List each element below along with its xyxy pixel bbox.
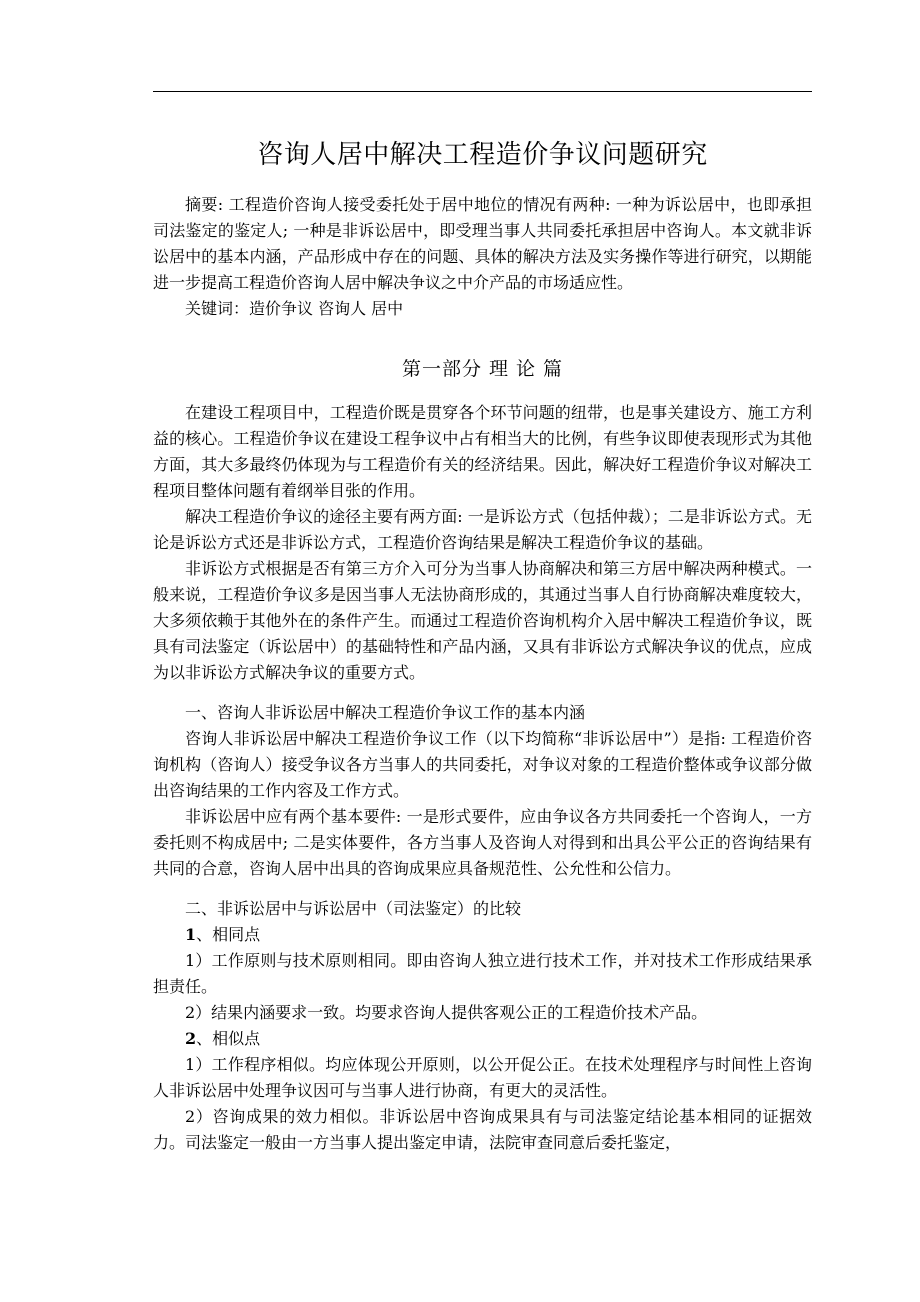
section2-item-1-2: 2）结果内涵要求一致。均要求咨询人提供客观公正的工程造价技术产品。 [185, 1003, 708, 1022]
section1-paragraph-1: 咨询人非诉讼居中解决工程造价争议工作（以下均简称“非诉讼居中”）是指: 工程造价咨询机构（咨询人）接受争议各方当事人的共同委托，对争议对象的工程造价整体或争议部分做出咨询结果的工作内容及工作方式。 [153, 729, 812, 800]
section2-item-1-1: 1）工作原则与技术原则相同。即由咨询人独立进行技术工作，并对技术工作形成结果承担责任。 [153, 951, 812, 996]
section1-heading: 一、咨询人非诉讼居中解决工程造价争议工作的基本内涵 [185, 703, 586, 722]
section1-paragraph-2: 非诉讼居中应有两个基本要件: 一是形式要件，应由争议各方共同委托一个咨询人，一方委托则不构成居中; 二是实体要件，各方当事人及咨询人对得到和出具公平公正的咨询结果有共同的合意，咨询人居中出具的咨询成果应具备规范性、公允性和公信力。 [153, 807, 812, 878]
subheading-resemblances [153, 1026, 812, 1052]
part-heading: 第一部分 理 论 篇 [401, 358, 564, 380]
document-body [153, 192, 812, 1156]
document-title: 咨询人居中解决工程造价争议问题研究 [257, 140, 708, 170]
section2-item-2-1: 1）工作程序相似。均应体现公开原则，以公开促公正。在技术处理程序与时间性上咨询人非诉讼居中处理争议因可与当事人进行协商，有更大的灵活性。 [153, 1055, 812, 1100]
keywords-line: 关键词：造价争议 咨询人 居中 [185, 299, 404, 318]
section2-item-2-2: 2）咨询成果的效力相似。非诉讼居中咨询成果具有与司法鉴定结论基本相同的证据效力。司法鉴定一般由一方当事人提出鉴定申请，法院审查同意后委托鉴定， [153, 1107, 812, 1152]
header-rule [153, 91, 812, 92]
subheading-text: 、相同点 [196, 925, 261, 944]
subheading-similarities [153, 922, 812, 948]
subheading-number: 1 [185, 925, 197, 944]
section2-heading: 二、非诉讼居中与诉讼居中（司法鉴定）的比较 [185, 899, 522, 918]
abstract-paragraph: 摘要: 工程造价咨询人接受委托处于居中地位的情况有两种: 一种为诉讼居中，也即承担司法鉴定的鉴定人; 一种是非诉讼居中，即受理当事人共同委托承担居中咨询人。本文就非诉讼居中的基本内涵，产品形成中存在的问题、具体的解决方法及实务操作等进行研究，以期能进一步提高工程造价咨询人居中解决争议之中介产品的市场适应性。 [153, 195, 812, 292]
subheading-text: 、相似点 [196, 1029, 261, 1048]
intro-paragraph-3: 非诉讼方式根据是否有第三方介入可分为当事人协商解决和第三方居中解决两种模式。一般来说，工程造价争议多是因当事人无法协商形成的，其通过当事人自行协商解决难度较大，大多须依赖于其他外在的条件产生。而通过工程造价咨询机构介入居中解决工程造价争议，既具有司法鉴定（诉讼居中）的基础特性和产品内涵，又具有非诉讼方式解决争议的优点，应成为以非诉讼方式解决争议的重要方式。 [153, 559, 812, 682]
intro-paragraph-1: 在建设工程项目中，工程造价既是贯穿各个环节问题的纽带，也是事关建设方、施工方利益的核心。工程造价争议在建设工程争议中占有相当大的比例，有些争议即使表现形式为其他方面，其大多最终仍体现为与工程造价有关的经济结果。因此，解决好工程造价争议对解决工程项目整体问题有着纲举目张的作用。 [153, 403, 812, 500]
subheading-number: 2 [185, 1029, 197, 1048]
intro-paragraph-2: 解决工程造价争议的途径主要有两方面: 一是诉讼方式（包括仲裁）；二是非诉讼方式。无论是诉讼方式还是非诉讼方式，工程造价咨询结果是解决工程造价争议的基础。 [153, 507, 812, 552]
